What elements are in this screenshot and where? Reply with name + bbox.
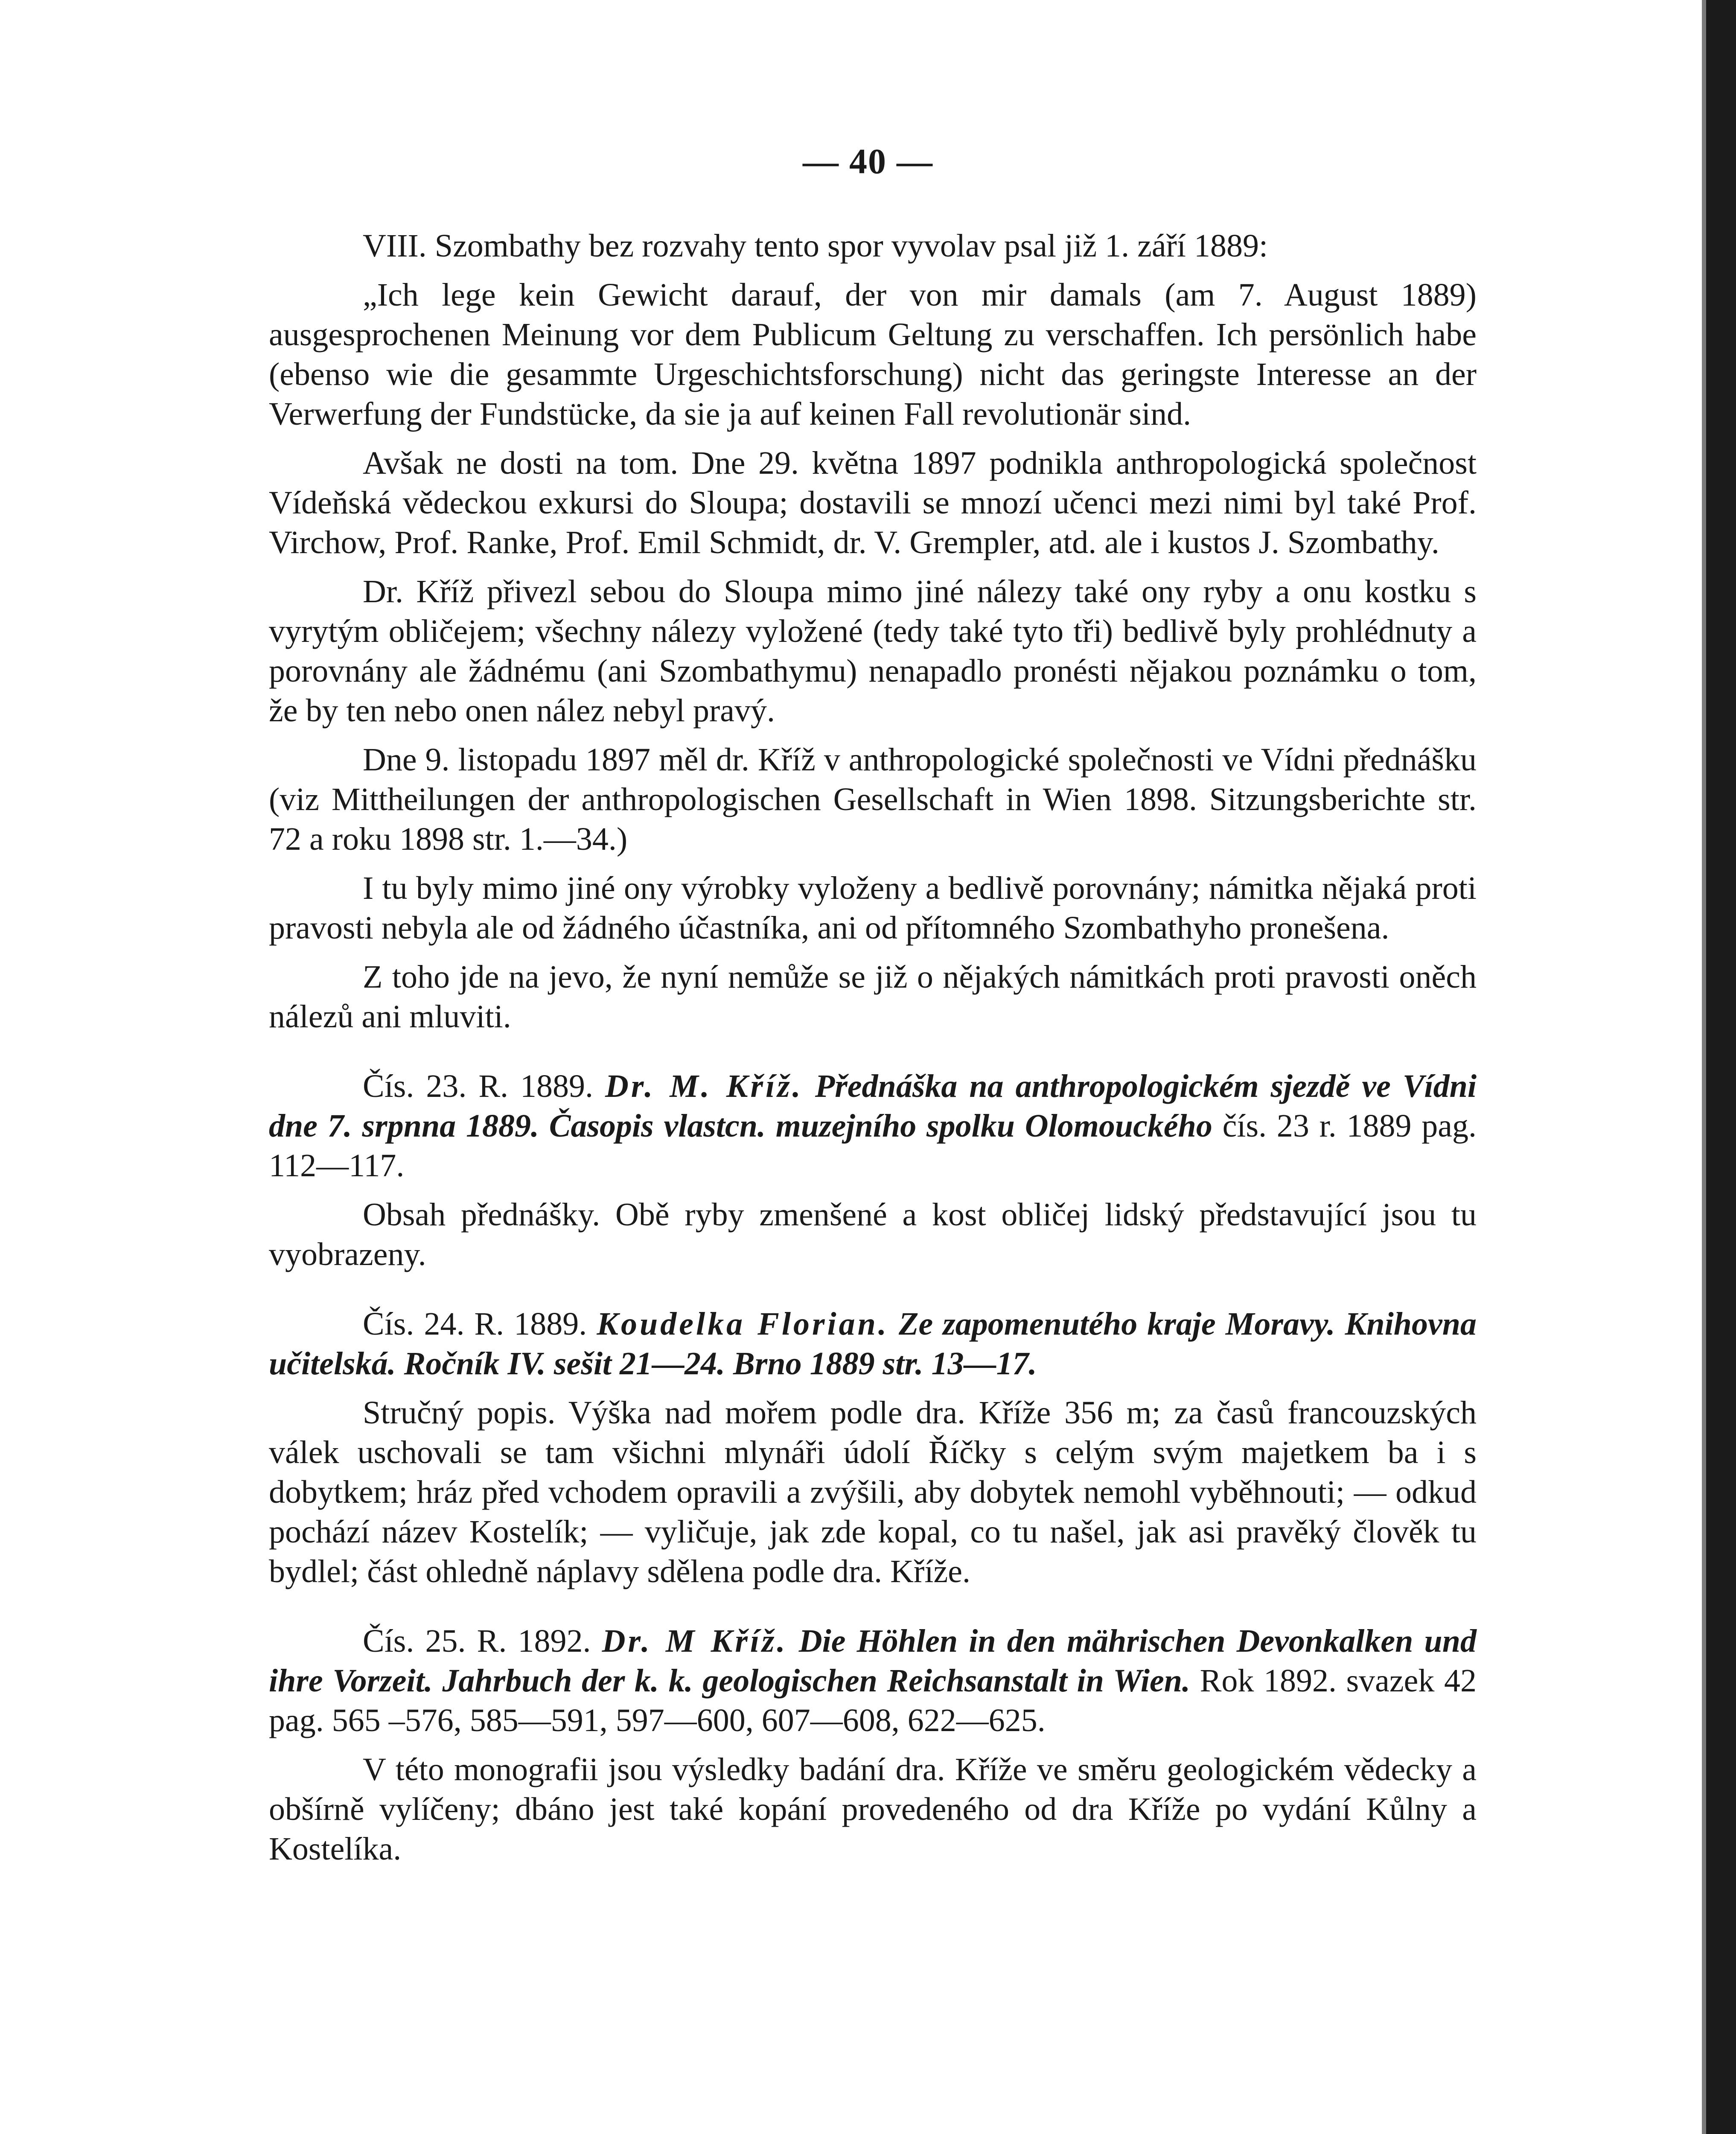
citation-author: Dr. M. Kříž.: [605, 1068, 803, 1104]
citation-number: Čís. 25. R. 1892.: [363, 1623, 591, 1659]
paragraph-viii: VIII. Szombathy bez rozvahy tento spor vyvolav psal již 1. září 1889:: [363, 228, 1268, 264]
citation-number: Čís. 23. R. 1889.: [363, 1068, 594, 1104]
citation-details: čís. 23 r. 1889 pag. 112—117.: [269, 1108, 1477, 1184]
citation-title: Přednáška na anthropologickém sjezdě ve Vídni dne 7. srpnna 1889. Časopis vlastcn. muzejního spolku Olomouckého: [269, 1068, 1477, 1144]
citation-23-description: Obsah přednášky. Obě ryby zmenšené a kost obličej lidský představující jsou tu vyobrazeny.: [269, 1197, 1477, 1272]
citation-author: Koudelka Florian.: [597, 1306, 889, 1342]
citation-23: [269, 1067, 1477, 1186]
page-body: [269, 226, 1477, 1878]
citation-24-description: Stručný popis. Výška nad mořem podle dra. Kříže 356 m; za časů francouzských válek uschovali se tam všichni mlynáři údolí Říčky s celým svým majetkem ba i s dobytkem; hráz před vchodem opravili a zvýšili, aby dobytek nemohl vyběhnouti; — odkud pochází název Kostelík; — vyličuje, jak zde kopal, co tu našel, jak asi pravěký člověk tu bydlel; část ohledně náplavy sdělena podle dra. Kříže.: [269, 1395, 1477, 1589]
citation-25-description: V této monografii jsou výsledky badání dra. Kříže ve směru geologickém vědecky a obšírně vylíčeny; dbáno jest také kopání provedeného od dra Kříže po vydání Kůlny a Kostelíka.: [269, 1752, 1477, 1867]
paragraph-exhibited: I tu byly mimo jiné ony výrobky vyloženy a bedlivě porovnány; námitka nějaká proti pravosti nebyla ale od žádného účastníka, ani od přítomného Szombathyho pronešena.: [269, 870, 1477, 946]
citation-24: [269, 1304, 1477, 1384]
paragraph-conclusion: Z toho jde na jevo, že nyní nemůže se již o nějakých námitkách proti pravosti oněch nálezů ani mluviti.: [269, 959, 1477, 1035]
paragraph-findings: Dr. Kříž přivezl sebou do Sloupa mimo jiné nálezy také ony ryby a onu kostku s vyrytým obličejem; všechny nálezy vyložené (tedy také tyto tři) bedlivě byly prohlédnuty a porovnány ale žádnému (ani Szombathymu) nenapadlo pronésti nějakou poznámku o tom, že by ten nebo onen nález nebyl pravý.: [269, 574, 1477, 729]
scan-border: [1706, 0, 1736, 2134]
german-quote: „Ich lege kein Gewicht darauf, der von mir damals (am 7. August 1889) ausgesprochenen Meinung vor dem Publicum Geltung zu verschaffen. Ich persönlich habe (ebenso wie die gesammte Urgeschichtsforschung) nicht das geringste Interesse an der Verwerfung der Fundstücke, da sie ja auf keinen Fall revolutionär sind.: [269, 277, 1477, 432]
citation-number: Čís. 24. R. 1889.: [363, 1306, 587, 1342]
paragraph-lecture: Dne 9. listopadu 1897 měl dr. Kříž v anthropologické společnosti ve Vídni přednášku (viz Mittheilungen der anthropologischen Gesellschaft in Wien 1898. Sitzungsberichte str. 72 a roku 1898 str. 1.—34.): [269, 742, 1477, 857]
paragraph-excursion: Avšak ne dosti na tom. Dne 29. května 1897 podnikla anthropologická společnost Vídeňská vědeckou exkursi do Sloupa; dostavili se mnozí učenci mezi nimi byl také Prof. Virchow, Prof. Ranke, Prof. Emil Schmidt, dr. V. Grempler, atd. ale i kustos J. Szombathy.: [269, 445, 1477, 560]
citation-25: [269, 1621, 1477, 1740]
page-edge-shadow: [1702, 0, 1706, 2134]
citation-title: Die Höhlen in den mährischen Devonkalken und ihre Vorzeit. Jahrbuch der k. k. geologischen Reichsanstalt in Wien.: [269, 1623, 1477, 1699]
page-number: — 40 —: [803, 142, 933, 181]
citation-author: Dr. M Kříž.: [602, 1623, 788, 1659]
citation-title: Ze zapomenutého kraje Moravy. Knihovna učitelská. Ročník IV. sešit 21—24. Brno 1889 str. 13—17.: [269, 1306, 1477, 1382]
citation-details: Rok 1892. svazek 42 pag. 565 –576, 585—591, 597—600, 607—608, 622—625.: [269, 1663, 1477, 1738]
